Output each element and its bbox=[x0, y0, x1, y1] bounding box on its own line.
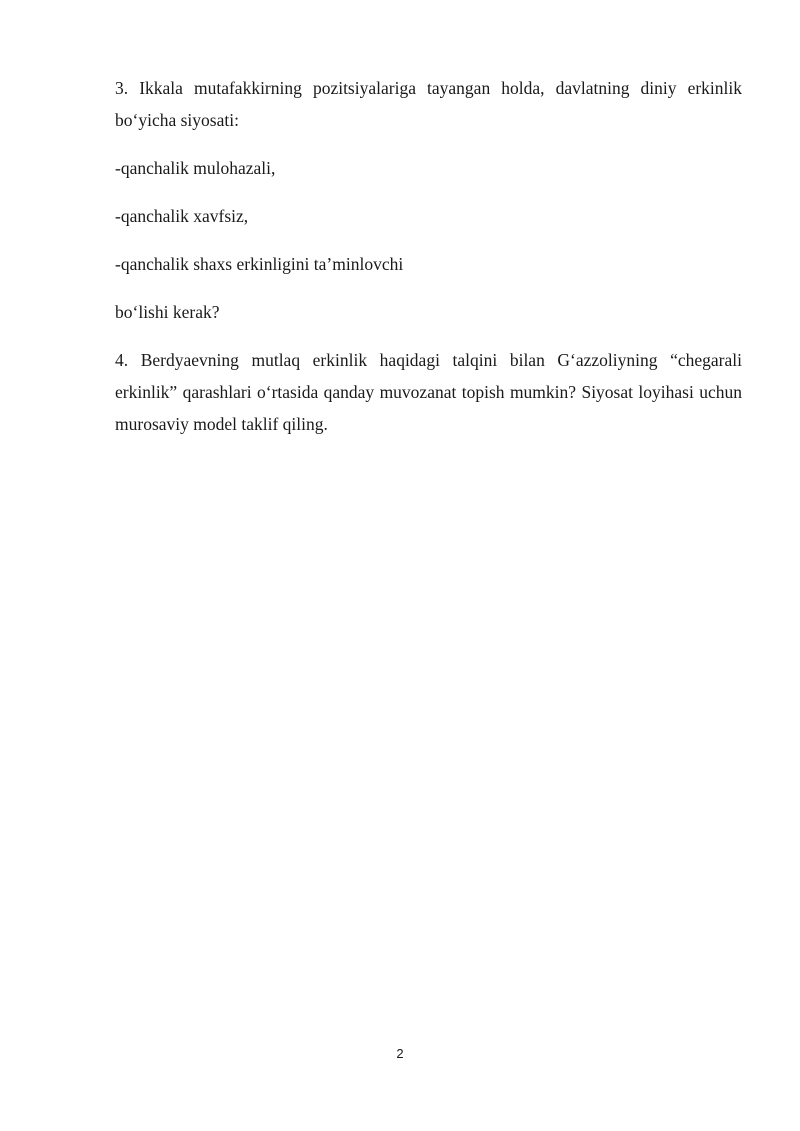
list-item-shaxs-erkinligi: -qanchalik shaxs erkinligini ta’minlovchi bbox=[115, 254, 404, 274]
list-item-mulohazali: -qanchalik mulohazali, bbox=[115, 158, 276, 178]
question-3-paragraph: 3. Ikkala mutafakkirning pozitsiyalariga tayangan holda, davlatning diniy erkinlik bo‘yicha siyosati: bbox=[115, 78, 742, 130]
document-body bbox=[115, 72, 742, 456]
question-4-paragraph: 4. Berdyaevning mutlaq erkinlik haqidagi talqini bilan G‘azzoliyning “chegarali erkinlik” qarashlari o‘rtasida qanday muvozanat topish mumkin? Siyosat loyihasi uchun murosaviy model taklif qiling. bbox=[115, 350, 742, 434]
page-number: 2 bbox=[396, 1046, 404, 1061]
list-item-xavfsiz: -qanchalik xavfsiz, bbox=[115, 206, 249, 226]
question-3-conclusion: bo‘lishi kerak? bbox=[115, 302, 220, 322]
